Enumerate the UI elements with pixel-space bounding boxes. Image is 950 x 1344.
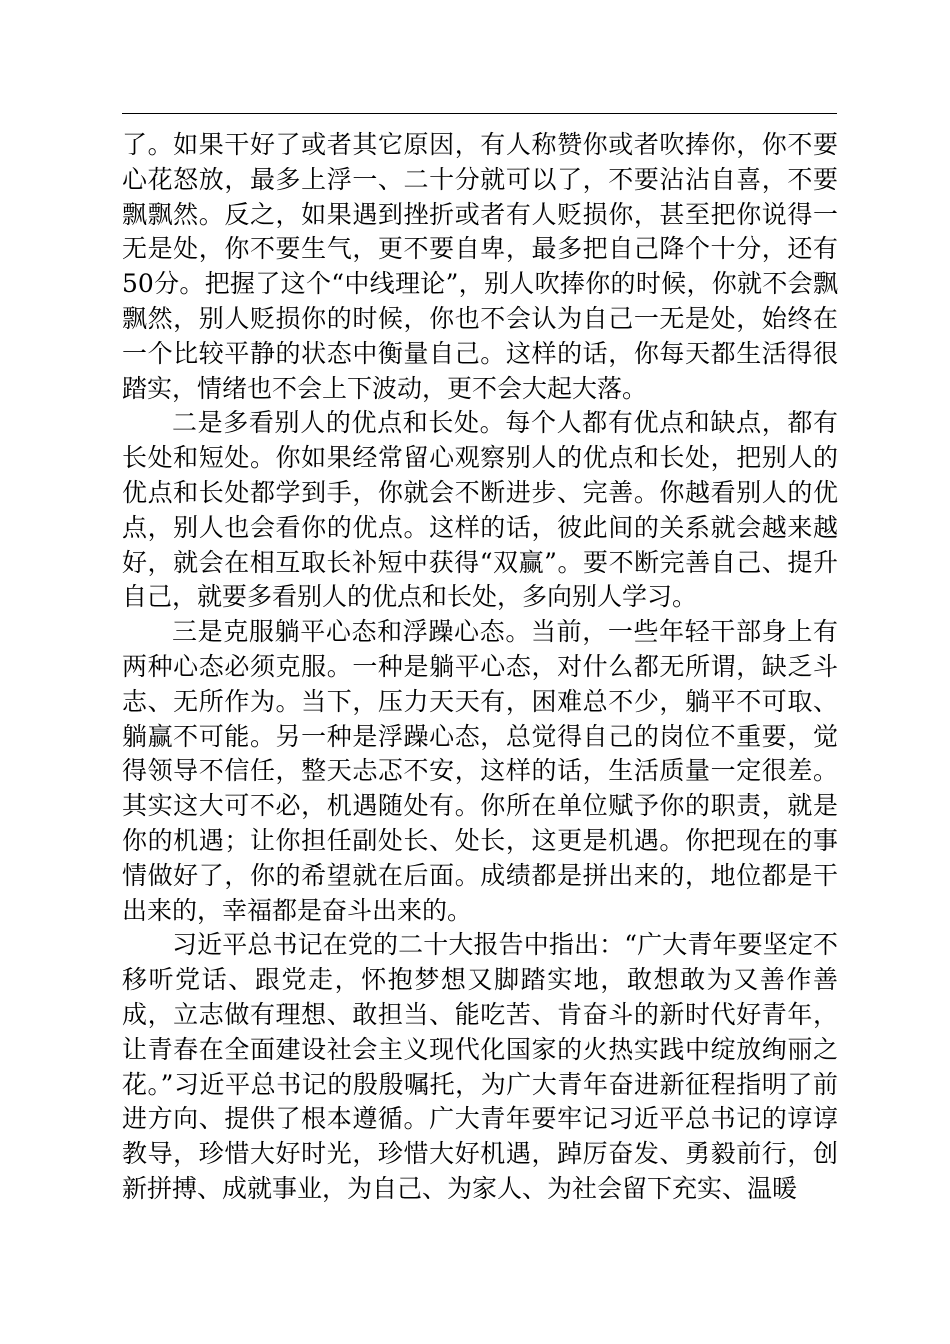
header-rule bbox=[122, 113, 837, 114]
paragraph-quote: 习近平总书记在党的二十大报告中指出：“广大青年要坚定不移听党话、跟党走，怀抱梦想又脚踏实地，敢想敢为又善作善成，立志做有理想、敢担当、能吃苦、肯奋斗的新时代好青年，让青春在全面建设社会主义现代化国家的火热实践中绽放绚丽之花。”习近平总书记的殷殷嘱托，为广大青年奋进新征程指明了前进方向、提供了根本遵循。广大青年要牢记习近平总书记的谆谆教导，珍惜大好时光，珍惜大好机遇，踔厉奋发、勇毅前行，创新拼搏、成就事业，为自己、为家人、为社会留下充实、温暖 bbox=[122, 930, 838, 1203]
paragraph-point-two: 二是多看别人的优点和长处。每个人都有优点和缺点，都有长处和短处。你如果经常留心观察别人的优点和长处，把别人的优点和长处都学到手，你就会不断进步、完善。你越看别人的优点，别人也会看你的优点。这样的话，彼此间的关系就会越来越好，就会在相互取长补短中获得“双赢”。要不断完善自己、提升自己，就要多看别人的优点和长处，多向别人学习。 bbox=[122, 408, 838, 612]
body-text bbox=[122, 128, 838, 1207]
paragraph-point-three: 三是克服躺平心态和浮躁心态。当前，一些年轻干部身上有两种心态必须克服。一种是躺平心态，对什么都无所谓，缺乏斗志、无所作为。当下，压力天天有，困难总不少，躺平不可取、躺赢不可能。另一种是浮躁心态，总觉得自己的岗位不重要，觉得领导不信任，整天忐忑不安，这样的话，生活质量一定很差。其实这大可不必，机遇随处有。你所在单位赋予你的职责，就是你的机遇；让你担任副处长、处长，这更是机遇。你把现在的事情做好了，你的希望就在后面。成绩都是拼出来的，地位都是干出来的，幸福都是奋斗出来的。 bbox=[122, 617, 838, 925]
paragraph-continuation: 了。如果干好了或者其它原因，有人称赞你或者吹捧你，你不要心花怒放，最多上浮一、二十分就可以了，不要沾沾自喜，不要飘飘然。反之，如果遇到挫折或者有人贬损你，甚至把你说得一无是处，你不要生气，更不要自卑，最多把自己降个十分，还有50分。把握了这个“中线理论”，别人吹捧你的时候，你就不会飘飘然，别人贬损你的时候，你也不会认为自己一无是处，始终在一个比较平静的状态中衡量自己。这样的话，你每天都生活得很踏实，情绪也不会上下波动，更不会大起大落。 bbox=[122, 130, 838, 403]
